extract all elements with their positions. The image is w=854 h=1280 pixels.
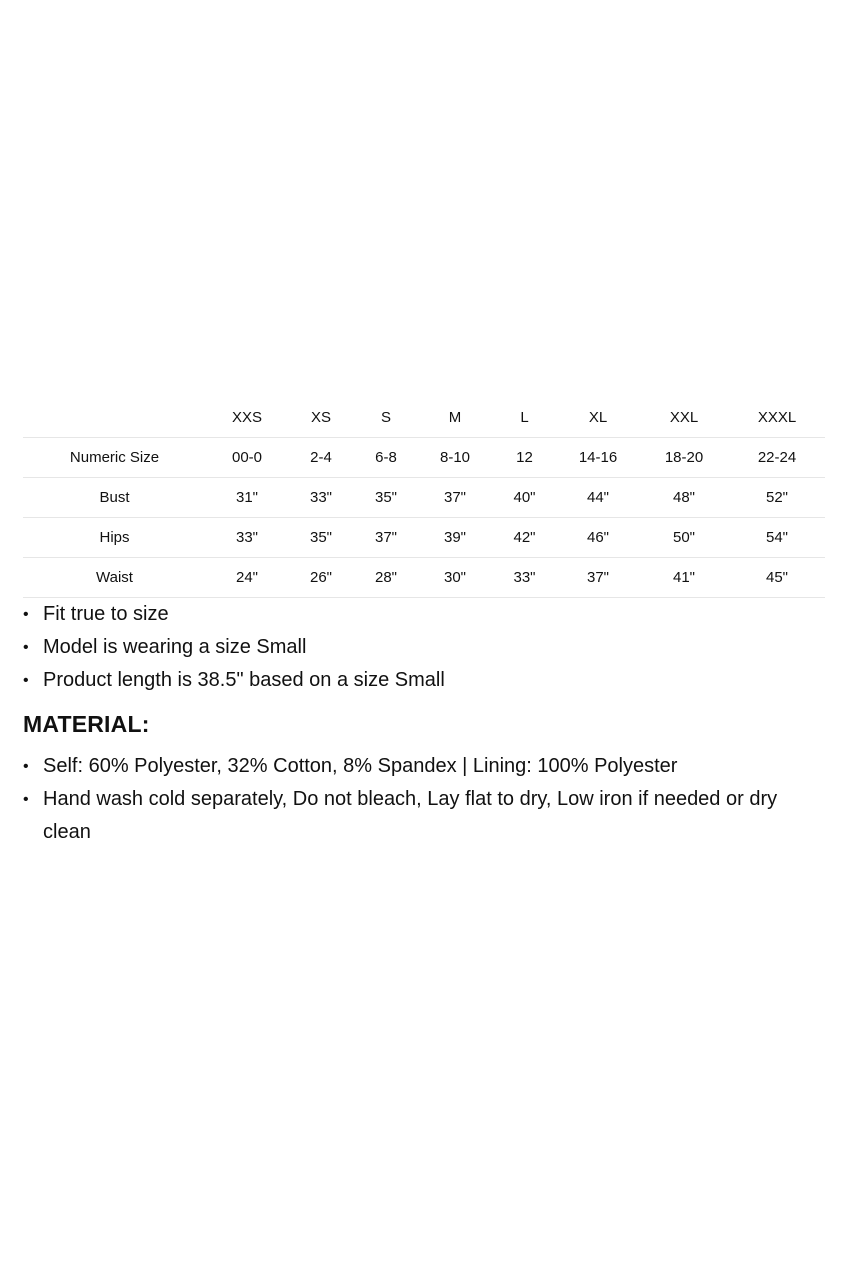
list-item: • Hand wash cold separately, Do not bleach, Lay flat to dry, Low iron if needed or dry clean	[23, 783, 825, 849]
table-cell: 37"	[418, 478, 492, 518]
table-cell: 31"	[206, 478, 288, 518]
product-details	[23, 397, 825, 849]
table-cell: 2-4	[288, 438, 354, 478]
table-cell: 28"	[354, 558, 418, 598]
table-cell: 30"	[418, 558, 492, 598]
table-cell: 24"	[206, 558, 288, 598]
row-label-bust: Bust	[23, 478, 206, 518]
table-cell: 35"	[288, 518, 354, 558]
size-chart-table	[23, 397, 825, 598]
table-cell: 26"	[288, 558, 354, 598]
table-cell: 18-20	[639, 438, 729, 478]
table-cell: 46"	[557, 518, 639, 558]
table-cell: 50"	[639, 518, 729, 558]
table-cell: 33"	[288, 478, 354, 518]
header-corner-cell	[23, 397, 206, 438]
table-cell: 37"	[354, 518, 418, 558]
size-chart-header	[23, 397, 825, 438]
row-label-hips: Hips	[23, 518, 206, 558]
header-cell-xxl: XXL	[639, 397, 729, 438]
table-cell: 12	[492, 438, 557, 478]
row-label-waist: Waist	[23, 558, 206, 598]
header-cell-xs: XS	[288, 397, 354, 438]
header-cell-l: L	[492, 397, 557, 438]
list-item: • Model is wearing a size Small	[23, 631, 825, 664]
table-cell: 52"	[729, 478, 825, 518]
row-label-numeric-size: Numeric Size	[23, 438, 206, 478]
table-cell: 35"	[354, 478, 418, 518]
table-row	[23, 438, 825, 478]
table-cell: 22-24	[729, 438, 825, 478]
table-cell: 33"	[206, 518, 288, 558]
table-cell: 6-8	[354, 438, 418, 478]
material-heading: MATERIAL:	[23, 711, 150, 737]
table-row	[23, 518, 825, 558]
fit-notes-list	[23, 598, 825, 697]
header-cell-xxs: XXS	[206, 397, 288, 438]
material-list	[23, 750, 825, 849]
table-row	[23, 558, 825, 598]
table-cell: 8-10	[418, 438, 492, 478]
table-cell: 44"	[557, 478, 639, 518]
table-cell: 33"	[492, 558, 557, 598]
table-cell: 48"	[639, 478, 729, 518]
size-header-row	[23, 397, 825, 438]
table-cell: 45"	[729, 558, 825, 598]
list-item: • Fit true to size	[23, 598, 825, 631]
table-cell: 54"	[729, 518, 825, 558]
size-chart-body	[23, 438, 825, 598]
table-cell: 00-0	[206, 438, 288, 478]
table-cell: 41"	[639, 558, 729, 598]
table-cell: 37"	[557, 558, 639, 598]
header-cell-m: M	[418, 397, 492, 438]
list-item: • Self: 60% Polyester, 32% Cotton, 8% Spandex | Lining: 100% Polyester	[23, 750, 825, 783]
header-cell-xxxl: XXXL	[729, 397, 825, 438]
table-cell: 39"	[418, 518, 492, 558]
header-cell-xl: XL	[557, 397, 639, 438]
list-item: • Product length is 38.5" based on a size Small	[23, 664, 825, 697]
table-cell: 14-16	[557, 438, 639, 478]
table-cell: 42"	[492, 518, 557, 558]
header-cell-s: S	[354, 397, 418, 438]
table-cell: 40"	[492, 478, 557, 518]
table-row	[23, 478, 825, 518]
